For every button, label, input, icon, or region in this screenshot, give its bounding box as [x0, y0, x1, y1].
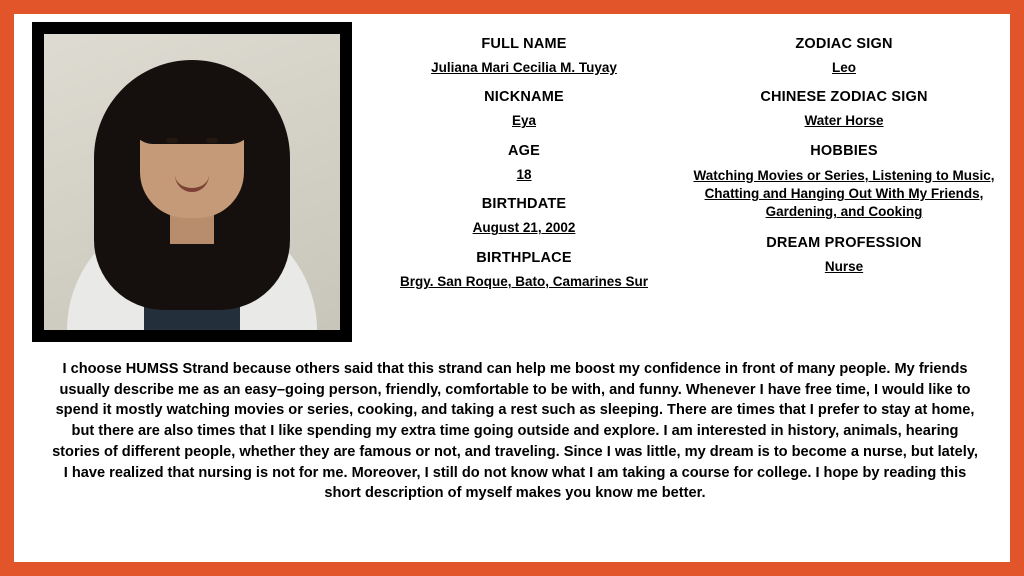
- info-column-right: [684, 36, 1004, 303]
- field-label-zodiac-sign: ZODIAC SIGN: [795, 36, 893, 52]
- field-value-dream-profession: Nurse: [824, 258, 864, 274]
- portrait-photo: [44, 34, 340, 330]
- field-label-full-name: FULL NAME: [481, 36, 567, 52]
- field-label-birthplace: BIRTHPLACE: [476, 249, 572, 266]
- field-label-hobbies: HOBBIES: [810, 142, 878, 159]
- photo-eye-left: [166, 138, 178, 143]
- content-card: [14, 14, 1010, 562]
- field-label-chinese-zodiac-sign: CHINESE ZODIAC SIGN: [760, 89, 928, 106]
- field-value-hobbies: Watching Movies or Series, Listening to Music, Chatting and Hanging Out With My Friends, Gardening, and Cooking: [693, 167, 995, 220]
- field-label-birthdate: BIRTHDATE: [481, 196, 567, 213]
- field-label-dream-profession: DREAM PROFESSION: [766, 234, 922, 251]
- field-label-age: AGE: [507, 142, 541, 159]
- photo-eye-right: [206, 138, 218, 143]
- field-value-birthplace: Brgy. San Roque, Bato, Camarines Sur: [399, 273, 649, 289]
- info-column-left: [364, 36, 684, 303]
- field-label-nickname: NICKNAME: [484, 89, 564, 106]
- field-value-full-name: Juliana Mari Cecilia M. Tuyay: [431, 60, 617, 75]
- field-value-zodiac-sign: Leo: [831, 60, 856, 75]
- photo-hair-front: [130, 72, 254, 144]
- field-value-chinese-zodiac-sign: Water Horse: [804, 113, 884, 129]
- info-section: [364, 36, 1004, 303]
- self-description-paragraph: I choose HUMSS Strand because others said that this strand can help me boost my confidence in front of many people. My friends usually describe me as an easy–going person, friendly, comfortable to be with, and funny. Whenever I have free time, I would like to spend it mostly watching movies or series, cooking, and taking a rest such as sleeping. There are times that I prefer to stay at home, but there are also times that I like spending my extra time going outside and explore. I am interested in history, animals, hearing stories of different people, whether they are famous or not, and traveling. Since I was little, my dream is to become a nurse, but lately, I have realized that nursing is not for me. Moreover, I still do not know what I am taking a course for college. I hope by reading this short description of myself makes you know me better.: [52, 361, 978, 502]
- field-value-age: 18: [516, 166, 532, 182]
- field-value-birthdate: August 21, 2002: [472, 220, 576, 236]
- photo-frame: [32, 22, 352, 342]
- field-value-nickname: Eya: [511, 113, 537, 129]
